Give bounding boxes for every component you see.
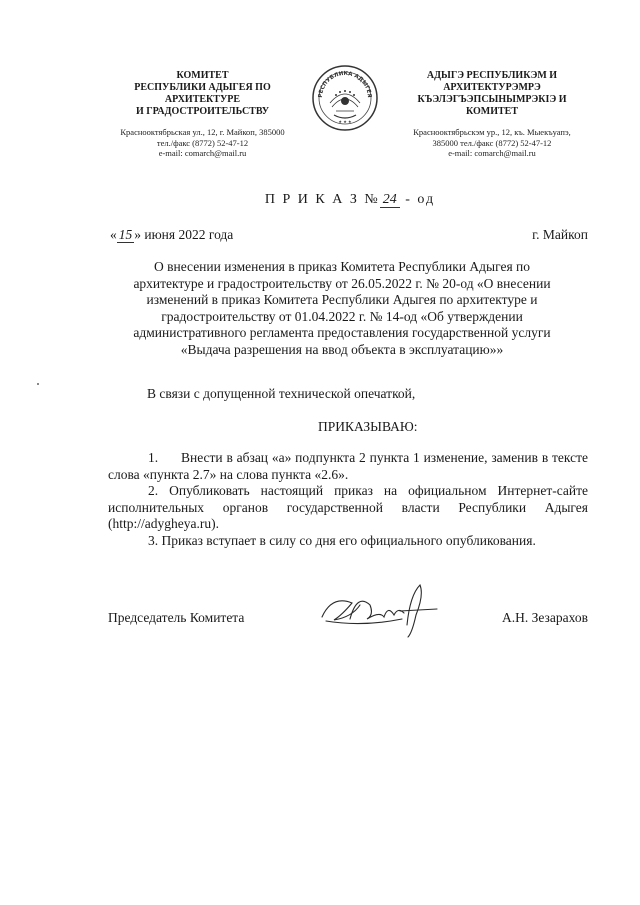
coat-of-arms-icon	[310, 63, 380, 133]
order-subject	[128, 259, 556, 358]
svg-text:★ ★ ★: ★ ★ ★	[338, 119, 352, 124]
date-day: 15	[118, 227, 133, 242]
order-date	[110, 227, 233, 243]
order-title-text: П Р И К А З №	[264, 192, 380, 207]
phone-line: тел./факс (8772) 52-47-12	[156, 137, 249, 148]
org-name-line: АДЫГЭ РЕСПУБЛИКЭМ И	[426, 70, 558, 81]
subject-line: «Выдача разрешения на ввод объекта в эксплуатацию»»	[180, 341, 504, 357]
org-name-line: РЕСПУБЛИКИ АДЫГЕЯ ПО	[134, 82, 271, 93]
order-city: г. Майкоп	[532, 227, 588, 242]
phone-line: 385000 тел./факс (8772) 52-47-12	[432, 137, 552, 148]
subject-line: изменений в приказ Комитета Республики Адыгея по архитектуре и	[146, 292, 538, 307]
signatory-position: Председатель Комитета	[108, 610, 245, 625]
org-name-line: И ГРАДОСТРОИТЕЛЬСТВУ	[135, 106, 270, 117]
org-address-adyghe	[392, 127, 592, 159]
intro-paragraph: В связи с допущенной технической опечаткой,	[147, 386, 416, 401]
order-item-1: 1. Внести в абзац «а» подпункта 2 пункта 1 изменение, заменив в тексте слова «пункта 2.7» на слова пункта «2.6».	[108, 450, 592, 482]
subject-line: О внесении изменения в приказ Комитета Республики Адыгея по	[153, 259, 531, 274]
signatory-name: А.Н. Зезарахов	[502, 610, 588, 625]
org-name-line: АРХИТЕКТУРЕ	[164, 94, 241, 105]
org-name-line: КОМИТЕТ	[176, 70, 229, 81]
email-line: e-mail: comarch@mail.ru	[158, 148, 247, 158]
org-name-line: КЪЭЛЭГЪЭПСЫНЫМРЭКIЭ И	[417, 94, 567, 105]
order-suffix: - од	[405, 192, 436, 207]
order-word: ПРИКАЗЫВАЮ:	[318, 419, 418, 434]
address-line: Краснооктябрьскэм ур., 12, къ. Мыекъуапэ,	[413, 127, 571, 137]
org-name-line: АРХИТЕКТУРЭМРЭ	[443, 82, 541, 93]
org-name-adyghe	[392, 70, 592, 118]
header-right	[392, 70, 592, 159]
order-number: 24	[380, 192, 400, 208]
order-title	[230, 192, 470, 208]
scan-speck	[37, 383, 39, 385]
date-rest: » июня 2022 года	[134, 227, 234, 242]
subject-line: градостроительству от 01.04.2022 г. № 14-од «Об утверждении	[161, 308, 523, 324]
subject-line: архитектуре и градостроительству от 26.05.2022 г. № 20-од «О внесении	[133, 275, 551, 291]
email-line: e-mail: comarch@mail.ru	[448, 148, 536, 158]
handwritten-signature-icon	[312, 575, 442, 645]
subject-line: административного регламента предоставления государственной услуги	[133, 325, 551, 340]
org-name-line: КОМИТЕТ	[465, 106, 518, 117]
order-item-2: 2. Опубликовать настоящий приказ на официальном Интернет-сайте исполнительных органов государственной власти Республики Адыгея (http://adygheya.ru).	[108, 483, 588, 531]
address-line: Краснооктябрьская ул., 12, г. Майкоп, 385000	[120, 127, 285, 137]
org-name-russian	[100, 70, 305, 118]
org-address-russian	[100, 127, 305, 159]
emblem-label: РЕСПУБЛИКА АДЫГЕЯ	[317, 70, 373, 98]
date-open-quote: «	[110, 227, 117, 242]
order-items	[108, 450, 592, 549]
header-left	[100, 70, 305, 159]
order-item-3: 3. Приказ вступает в силу со дня его официального опубликования.	[148, 532, 536, 548]
